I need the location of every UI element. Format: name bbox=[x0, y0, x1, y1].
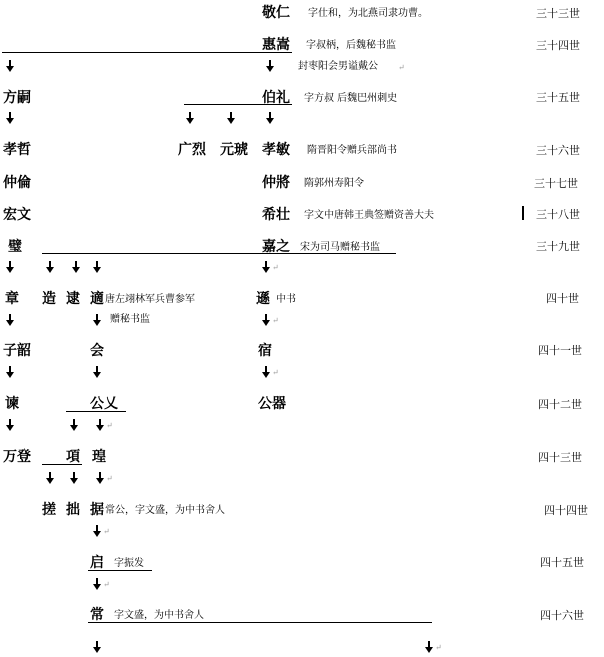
person-name: 仲倫 bbox=[3, 175, 31, 191]
down-arrow-icon bbox=[186, 112, 194, 124]
generation-label: 三十八世 bbox=[536, 208, 580, 221]
down-arrow-icon bbox=[93, 578, 101, 590]
person-name: 启 bbox=[90, 555, 104, 571]
person-name: 適 bbox=[90, 291, 104, 307]
down-arrow-icon bbox=[6, 112, 14, 124]
down-arrow-icon bbox=[6, 314, 14, 326]
person-description: 字振发 bbox=[114, 558, 144, 569]
generation-label: 三十三世 bbox=[536, 7, 580, 20]
person-name: 子韶 bbox=[3, 343, 31, 359]
person-name: 瑝 bbox=[92, 449, 106, 465]
down-arrow-icon bbox=[425, 641, 433, 653]
generation-label: 四十六世 bbox=[540, 609, 584, 622]
person-name: 希壮 bbox=[262, 207, 290, 223]
person-title: 赠秘书监 bbox=[110, 314, 150, 325]
down-arrow-icon bbox=[93, 525, 101, 537]
generation-label: 三十六世 bbox=[536, 144, 580, 157]
person-name: 璧 bbox=[8, 239, 22, 255]
generation-label: 四十一世 bbox=[538, 344, 582, 357]
paragraph-mark-icon: ↵ bbox=[435, 643, 442, 652]
lineage-line bbox=[2, 52, 292, 53]
person-name: 常 bbox=[90, 607, 104, 623]
person-name: 伯礼 bbox=[262, 90, 290, 106]
generation-label: 四十三世 bbox=[538, 451, 582, 464]
paragraph-mark-icon: ↵ bbox=[272, 368, 279, 377]
down-arrow-icon bbox=[227, 112, 235, 124]
down-arrow-icon bbox=[72, 261, 80, 273]
person-name: 据 bbox=[90, 502, 104, 518]
down-arrow-icon bbox=[96, 419, 104, 431]
person-description: 宋为司马赠秘书监 bbox=[300, 242, 380, 253]
person-description: 字文中唐韩王典签赠资善大夫 bbox=[304, 210, 434, 221]
person-name: 搓 bbox=[42, 502, 56, 518]
person-description: 中书 bbox=[276, 294, 296, 305]
down-arrow-icon bbox=[93, 261, 101, 273]
down-arrow-icon bbox=[93, 314, 101, 326]
person-name: 敬仁 bbox=[262, 5, 290, 21]
down-arrow-icon bbox=[46, 472, 54, 484]
paragraph-mark-icon: ↵ bbox=[106, 474, 113, 483]
lineage-line bbox=[88, 622, 432, 623]
person-name: 拙 bbox=[66, 502, 80, 518]
generation-label: 四十二世 bbox=[538, 398, 582, 411]
person-name: 仲將 bbox=[262, 175, 290, 191]
paragraph-mark-icon: ↵ bbox=[398, 63, 405, 72]
person-description: 字叔柄，后魏秘书监 bbox=[306, 40, 396, 51]
person-name: 孝哲 bbox=[3, 142, 31, 158]
down-arrow-icon bbox=[6, 261, 14, 273]
text-cursor bbox=[522, 206, 524, 220]
down-arrow-icon bbox=[93, 366, 101, 378]
generation-label: 四十世 bbox=[546, 292, 579, 305]
person-name: 方嗣 bbox=[3, 90, 31, 106]
person-name: 逮 bbox=[66, 291, 80, 307]
person-name: 公乂 bbox=[90, 396, 118, 412]
person-name: 广烈 bbox=[178, 142, 206, 158]
generation-label: 四十五世 bbox=[540, 556, 584, 569]
down-arrow-icon bbox=[93, 641, 101, 653]
person-name: 元琥 bbox=[220, 142, 248, 158]
person-name: 宏文 bbox=[3, 207, 31, 223]
person-title: 封枣阳会男谥戴公 bbox=[298, 61, 378, 72]
person-name: 惠嵩 bbox=[262, 37, 290, 53]
person-name: 造 bbox=[42, 291, 56, 307]
person-name: 万登 bbox=[3, 449, 31, 465]
down-arrow-icon bbox=[262, 261, 270, 273]
person-name: 谏 bbox=[5, 396, 19, 412]
down-arrow-icon bbox=[46, 261, 54, 273]
person-name: 孝敏 bbox=[262, 142, 290, 158]
paragraph-mark-icon: ↵ bbox=[106, 421, 113, 430]
person-name: 遜 bbox=[256, 291, 270, 307]
person-name: 宿 bbox=[258, 343, 272, 359]
down-arrow-icon bbox=[70, 472, 78, 484]
generation-label: 三十四世 bbox=[536, 39, 580, 52]
paragraph-mark-icon: ↵ bbox=[103, 527, 110, 536]
down-arrow-icon bbox=[262, 314, 270, 326]
person-description: 隋郭州寿阳令 bbox=[304, 178, 364, 189]
down-arrow-icon bbox=[6, 419, 14, 431]
person-name: 会 bbox=[90, 343, 104, 359]
person-description: 字文盛，为中书舍人 bbox=[114, 610, 204, 621]
paragraph-mark-icon: ↵ bbox=[272, 316, 279, 325]
down-arrow-icon bbox=[96, 472, 104, 484]
down-arrow-icon bbox=[70, 419, 78, 431]
person-name: 章 bbox=[5, 291, 19, 307]
generation-label: 三十九世 bbox=[536, 240, 580, 253]
person-description: 唐左翊林军兵曹参军 bbox=[105, 294, 195, 305]
person-name: 公器 bbox=[258, 396, 286, 412]
down-arrow-icon bbox=[6, 60, 14, 72]
person-description: 字仕和，为北燕司隶功曹。 bbox=[308, 8, 428, 19]
generation-label: 三十七世 bbox=[534, 177, 578, 190]
person-description: 隋晋阳令赠兵部尚书 bbox=[307, 145, 397, 156]
down-arrow-icon bbox=[266, 60, 274, 72]
person-description: 字方叔 后魏巴州刺史 bbox=[304, 93, 398, 104]
lineage-line bbox=[42, 253, 396, 254]
person-name: 嘉之 bbox=[262, 239, 290, 255]
paragraph-mark-icon: ↵ bbox=[272, 263, 279, 272]
generation-label: 四十四世 bbox=[544, 504, 588, 517]
down-arrow-icon bbox=[262, 366, 270, 378]
down-arrow-icon bbox=[6, 366, 14, 378]
paragraph-mark-icon: ↵ bbox=[103, 580, 110, 589]
generation-label: 三十五世 bbox=[536, 91, 580, 104]
person-description: 常公，字文盛，为中书舍人 bbox=[105, 505, 225, 516]
person-name: 項 bbox=[66, 449, 80, 465]
down-arrow-icon bbox=[266, 112, 274, 124]
